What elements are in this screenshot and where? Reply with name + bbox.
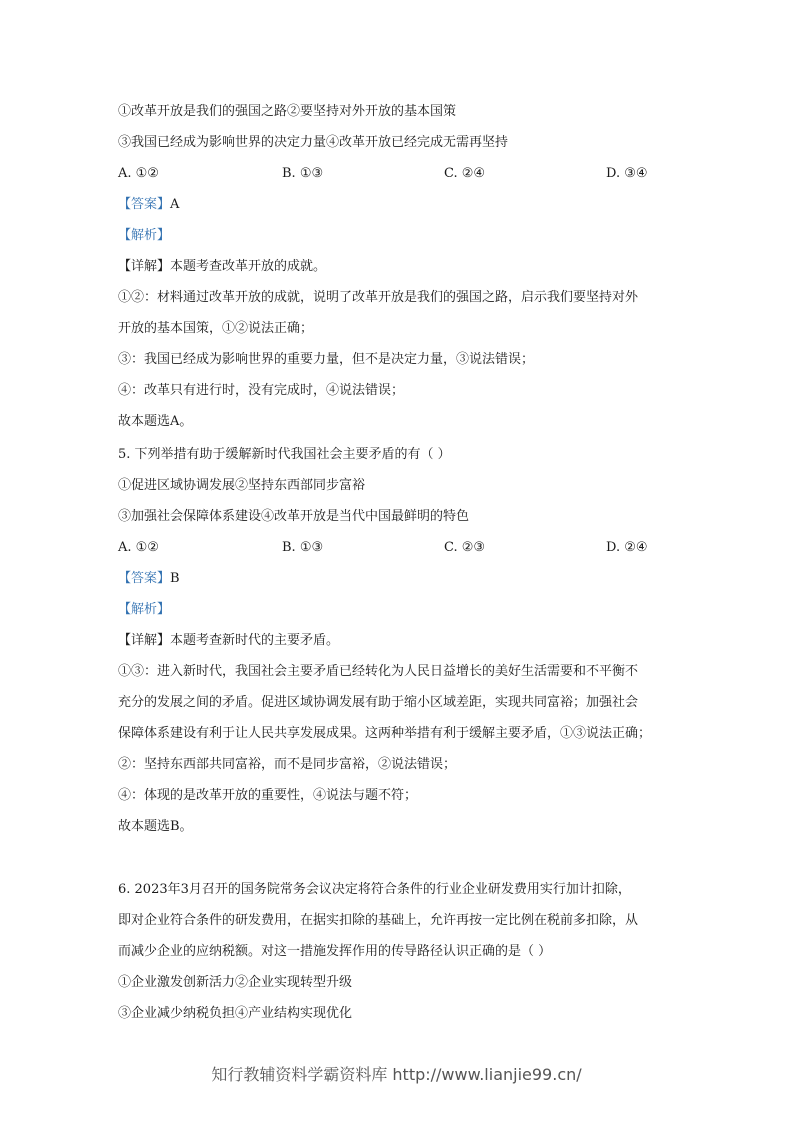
detail-tag: 【详解】 <box>118 633 171 648</box>
q4-explanation-3: ④：改革只有进行时，没有完成时，④说法错误； <box>118 383 405 398</box>
q5-explanation-3: ④：体现的是改革开放的重要性，④说法与题不符； <box>118 788 418 803</box>
q5-option-c: C. ②③ <box>444 540 486 555</box>
q6-stem-line-3: 而减少企业的应纳税额。对这一措施发挥作用的传导路径认识正确的是（ ） <box>118 944 552 959</box>
q5-explanation-1a: ①③：进入新时代，我国社会主要矛盾已经转化为人民日益增长的美好生活需要和不平衡不 <box>118 664 639 679</box>
q4-option-b: B. ①③ <box>282 166 324 181</box>
analysis-tag: 【解析】 <box>118 228 171 243</box>
q4-statement-line-2: ③我国已经成为影响世界的决定力量④改革开放已经完成无需再坚持 <box>118 135 509 150</box>
q5-stem: 5. 下列举措有助于缓解新时代我国社会主要矛盾的有（ ） <box>118 447 451 462</box>
q5-option-d: D. ②④ <box>606 540 648 555</box>
q5-explanation-2: ②：坚持东西部共同富裕，而不是同步富裕，②说法错误； <box>118 757 457 772</box>
q4-answer-line <box>118 196 179 214</box>
q6-statement-line-1: ①企业激发创新活力②企业实现转型升级 <box>118 975 353 990</box>
q6-stem-line-2: 即对企业符合条件的研发费用，在据实扣除的基础上，允许再按一定比例在税前多扣除，从 <box>118 913 639 928</box>
detail-text: 本题考查新时代的主要矛盾。 <box>170 633 340 648</box>
detail-tag: 【详解】 <box>118 259 171 274</box>
q5-statement-line-1: ①促进区域协调发展②坚持东西部同步富裕 <box>118 478 366 493</box>
analysis-tag: 【解析】 <box>118 602 171 617</box>
q4-option-d: D. ③④ <box>606 166 648 181</box>
q5-statement-line-2: ③加强社会保障体系建设④改革开放是当代中国最鲜明的特色 <box>118 509 470 524</box>
q4-explanation-2: ③：我国已经成为影响世界的重要力量，但不是决定力量，③说法错误； <box>118 352 535 367</box>
detail-text: 本题考查改革开放的成就。 <box>170 259 327 274</box>
q5-conclusion: 故本题选B。 <box>118 819 193 834</box>
q6-stem-line-1: 6. 2023年3月召开的国务院常务会议决定将符合条件的行业企业研发费用实行加计扣除， <box>118 882 631 897</box>
q4-explanation-1a: ①②：材料通过改革开放的成就，说明了改革开放是我们的强国之路，启示我们要坚持对外 <box>118 290 639 305</box>
q4-option-a: A. ①② <box>118 166 159 181</box>
q4-option-c: C. ②④ <box>444 166 486 181</box>
q5-option-a: A. ①② <box>118 540 159 555</box>
q5-answer-line <box>118 570 180 588</box>
q4-explanation-1b: 开放的基本国策，①②说法正确； <box>118 321 314 336</box>
q5-explanation-1c: 保障体系建设有利于让人民共享发展成果。这两种举措有利于缓解主要矛盾，①③说法正确； <box>118 726 652 741</box>
q5-explanation-1b: 充分的发展之间的矛盾。促进区域协调发展有助于缩小区域差距，实现共同富裕；加强社会 <box>118 695 639 710</box>
footer-watermark: 知行教辅资料学霸资料库 http://www.lianjie99.cn/ <box>211 1065 582 1084</box>
q4-conclusion: 故本题选A。 <box>118 414 193 429</box>
q5-analysis-heading <box>118 601 170 619</box>
q4-detail-line <box>118 258 326 276</box>
q5-detail-line <box>118 632 339 650</box>
answer-value: B <box>170 571 180 586</box>
q4-statement-line-1: ①改革开放是我们的强国之路②要坚持对外开放的基本国策 <box>118 104 457 119</box>
q5-option-b: B. ①③ <box>282 540 324 555</box>
answer-tag: 【答案】 <box>118 197 171 212</box>
answer-value: A <box>170 197 180 212</box>
q4-analysis-heading <box>118 227 170 245</box>
answer-tag: 【答案】 <box>118 571 171 586</box>
q6-statement-line-2: ③企业减少纳税负担④产业结构实现优化 <box>118 1006 353 1021</box>
